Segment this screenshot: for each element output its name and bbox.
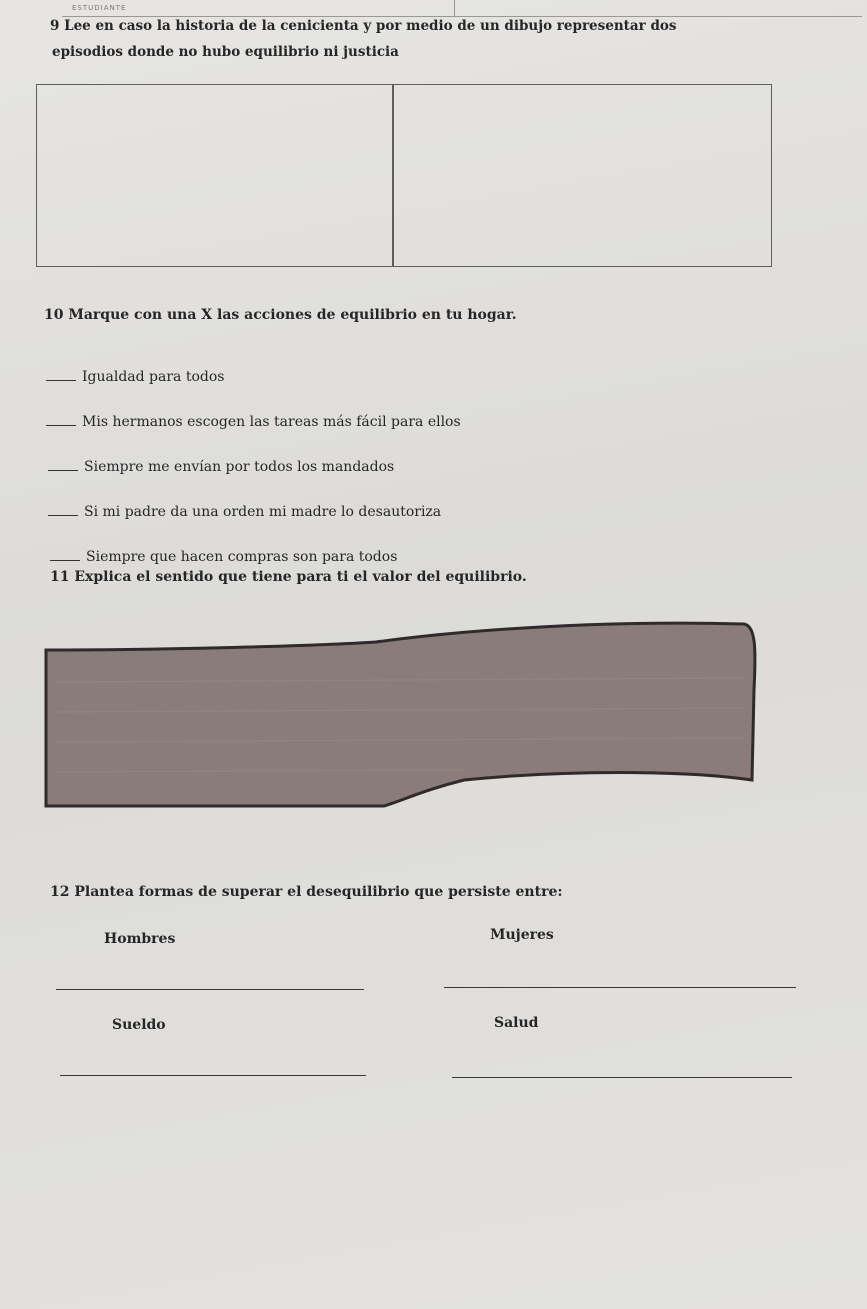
- question-12-title: 12 Plantea formas de superar el desequilibrio que persiste entre:: [50, 884, 563, 900]
- checkbox-blank[interactable]: [48, 469, 78, 471]
- checklist-item-label: Si mi padre da una orden mi madre lo desautoriza: [84, 504, 442, 520]
- label-salud: Salud: [494, 1015, 539, 1031]
- drawing-area[interactable]: [36, 84, 772, 267]
- answer-line-salud[interactable]: [452, 1077, 792, 1078]
- question-9-line-2: episodios donde no hubo equilibrio ni justicia: [52, 43, 399, 60]
- drawing-area-top-border: [37, 84, 771, 85]
- answer-banner-svg: [44, 620, 764, 820]
- answer-banner-shape[interactable]: [44, 620, 764, 820]
- checkbox-blank[interactable]: [46, 424, 76, 426]
- question-9: [50, 14, 810, 65]
- checkbox-blank[interactable]: [50, 559, 80, 561]
- banner-fill: [46, 623, 755, 806]
- answer-line-hombres[interactable]: [56, 989, 364, 990]
- question-11-title: 11 Explica el sentido que tiene para ti el valor del equilibrio.: [50, 569, 527, 585]
- label-hombres: Hombres: [104, 931, 176, 947]
- checklist-item-label: Igualdad para todos: [82, 369, 225, 385]
- student-stamp: ESTUDIANTE: [72, 4, 127, 12]
- checklist-item[interactable]: [50, 549, 397, 565]
- checklist-item[interactable]: [46, 369, 224, 385]
- label-mujeres: Mujeres: [490, 927, 554, 943]
- drawing-area-divider: [392, 84, 394, 266]
- answer-line-sueldo[interactable]: [60, 1075, 366, 1076]
- checklist-item[interactable]: [48, 459, 394, 475]
- checkbox-blank[interactable]: [48, 514, 78, 516]
- checklist-item-label: Siempre que hacen compras son para todos: [86, 549, 398, 565]
- label-sueldo: Sueldo: [112, 1017, 166, 1033]
- checklist-item[interactable]: [48, 504, 441, 520]
- checklist-item[interactable]: [46, 414, 461, 430]
- checklist-item-label: Mis hermanos escogen las tareas más fácil para ellos: [82, 414, 461, 430]
- question-9-line-1: 9 Lee en caso la historia de la cenicienta y por medio de un dibujo representar dos: [50, 18, 677, 34]
- checklist-item-label: Siempre me envían por todos los mandados: [84, 459, 395, 475]
- answer-line-mujeres[interactable]: [444, 987, 796, 988]
- question-10-title: 10 Marque con una X las acciones de equilibrio en tu hogar.: [44, 307, 517, 323]
- checkbox-blank[interactable]: [46, 379, 76, 381]
